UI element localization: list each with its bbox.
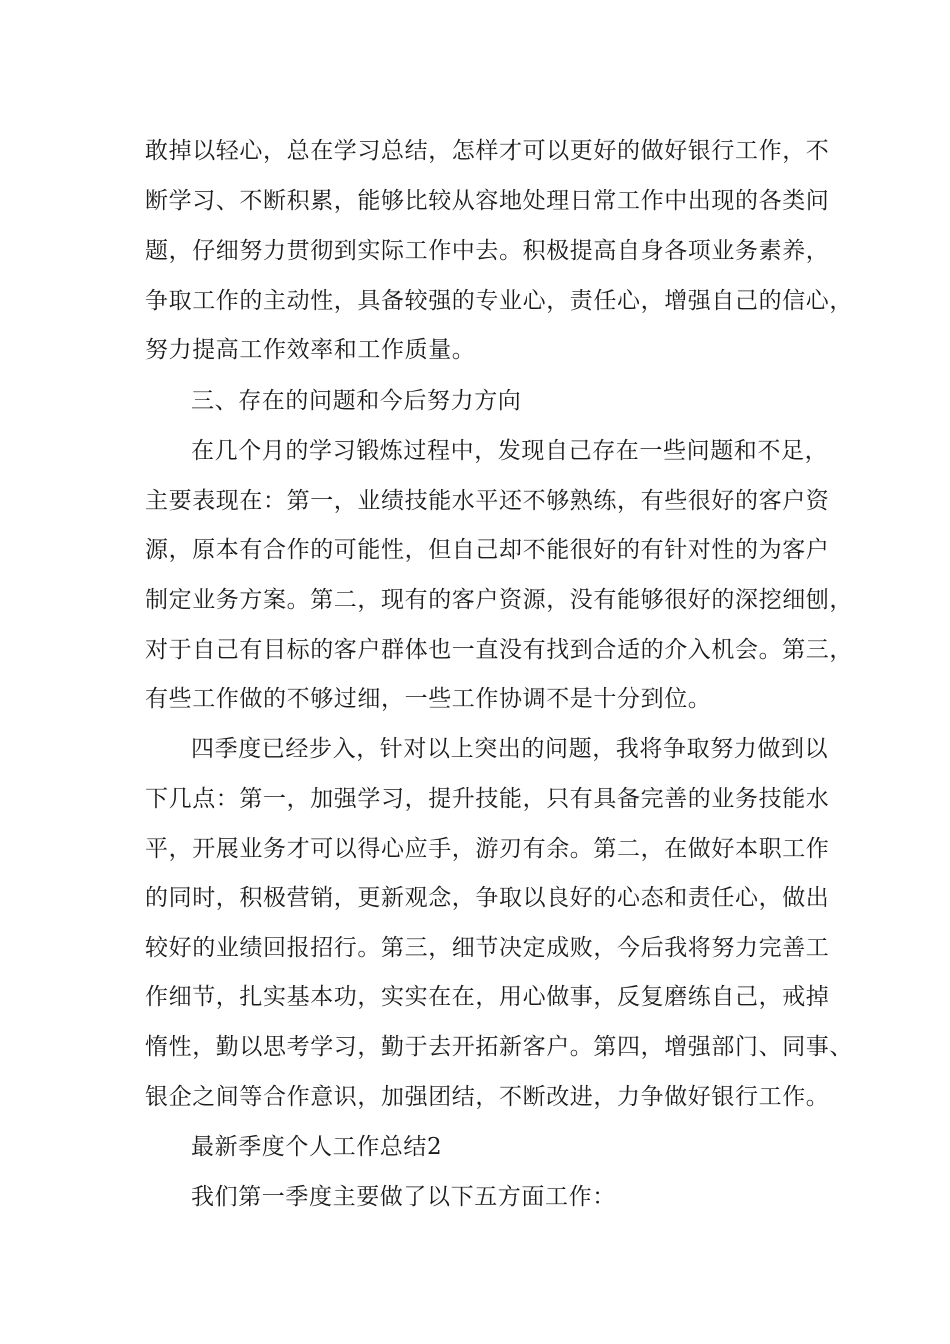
text-line: 争取工作的主动性，具备较强的专业心，责任心，增强自己的信心， xyxy=(145,288,853,314)
text-line: 四季度已经步入，针对以上突出的问题，我将争取努力做到以 xyxy=(191,736,829,762)
text-line: 我们第一季度主要做了以下五方面工作： xyxy=(191,1184,616,1210)
text-line: 源，原本有合作的可能性，但自己却不能很好的有针对性的为客户 xyxy=(145,537,830,563)
text-line: 主要表现在：第一，业绩技能水平还不够熟练，有些很好的客户资 xyxy=(145,488,830,514)
text-line: 在几个月的学习锻炼过程中，发现自己存在一些问题和不足， xyxy=(191,438,829,464)
text-line: 银企之间等合作意识，加强团结，不断改进，力争做好银行工作。 xyxy=(145,1084,830,1110)
text-line: 平，开展业务才可以得心应手，游刃有余。第二，在做好本职工作 xyxy=(145,836,830,862)
text-line: 制定业务方案。第二，现有的客户资源，没有能够很好的深挖细刨， xyxy=(145,587,853,613)
text-line: 对于自己有目标的客户群体也一直没有找到合适的介入机会。第三， xyxy=(145,637,853,663)
text-line: 的同时，积极营销，更新观念，争取以良好的心态和责任心，做出 xyxy=(145,885,830,911)
text-line: 有些工作做的不够过细，一些工作协调不是十分到位。 xyxy=(145,686,712,712)
text-line: 较好的业绩回报招行。第三，细节决定成败，今后我将努力完善工 xyxy=(145,935,830,961)
text-line: 敢掉以轻心，总在学习总结，怎样才可以更好的做好银行工作，不 xyxy=(145,138,830,164)
text-line: 努力提高工作效率和工作质量。 xyxy=(145,337,476,363)
text-line: 作细节，扎实基本功，实实在在，用心做事，反复磨练自己，戒掉 xyxy=(145,984,830,1010)
section-heading: 最新季度个人工作总结2 xyxy=(191,1134,443,1160)
text-line: 惰性，勤以思考学习，勤于去开拓新客户。第四，增强部门、同事、 xyxy=(145,1034,853,1060)
section-heading: 三、存在的问题和今后努力方向 xyxy=(191,388,522,414)
text-line: 题，仔细努力贯彻到实际工作中去。积极提高自身各项业务素养， xyxy=(145,238,830,264)
text-line: 下几点：第一，加强学习，提升技能，只有具备完善的业务技能水 xyxy=(145,786,830,812)
text-line: 断学习、不断积累，能够比较从容地处理日常工作中出现的各类问 xyxy=(145,188,830,214)
